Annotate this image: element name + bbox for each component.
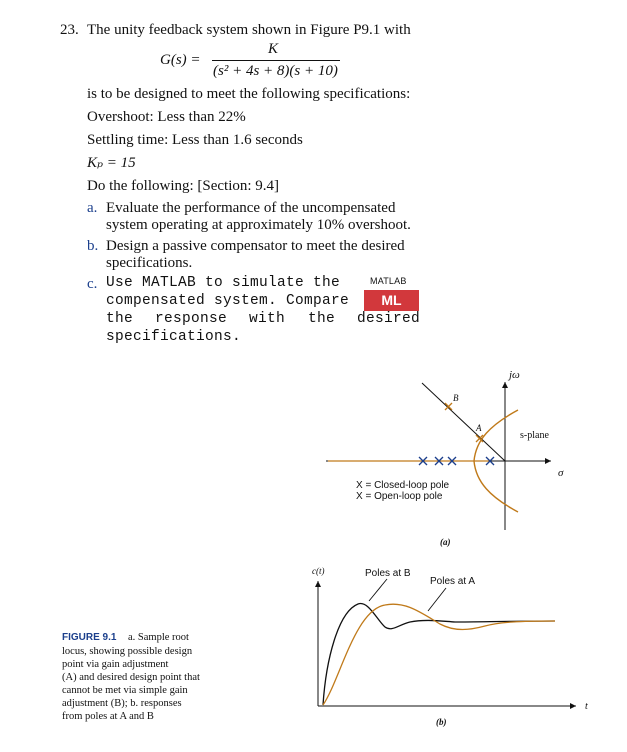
part-b-line2: specifications. (106, 255, 193, 271)
part-c-word: desired (357, 311, 421, 327)
part-c-word: the (308, 311, 336, 327)
point-b-label: B (453, 393, 459, 403)
caption-label: FIGURE 9.1 (62, 632, 117, 643)
part-c-word: the (106, 311, 134, 327)
design-line: is to be designed to meet the following specifications: (87, 86, 411, 102)
matlab-label: MATLAB (370, 276, 407, 286)
caption-line: point via gain adjustment (62, 659, 169, 670)
caption-line: a. Sample root (128, 632, 189, 643)
problem-number: 23. (60, 22, 79, 38)
part-b-letter: b. (87, 238, 99, 254)
part-a-line1: Evaluate the performance of the uncompensated (106, 200, 396, 216)
part-c-line2: compensated system. Compare (106, 293, 350, 309)
damping-line (422, 383, 505, 461)
pointer-poles-b (369, 579, 387, 601)
transfer-lhs: G(s) = (160, 52, 201, 68)
matlab-badge: ML (364, 290, 419, 311)
caption-line: from poles at A and B (62, 711, 154, 722)
sigma-label: σ (558, 467, 564, 479)
part-c-word: with (249, 311, 286, 327)
do-following: Do the following: [Section: 9.4] (87, 178, 280, 194)
caption-line: (A) and desired design point that (62, 672, 200, 683)
t-label: t (585, 701, 588, 712)
part-c-line4: specifications. (106, 329, 242, 345)
panel-a-label: (a) (440, 537, 451, 547)
spec-settling: Settling time: Less than 1.6 seconds (87, 132, 303, 148)
caption-line: locus, showing possible design (62, 646, 193, 657)
jw-label: jω (509, 369, 520, 381)
ct-label: c(t) (312, 566, 325, 576)
legend-closed-loop: X = Closed-loop pole (356, 480, 450, 491)
closed-loop-pole-b (445, 403, 452, 410)
poles-a-label: Poles at A (430, 576, 476, 587)
locus-branch-upper (474, 410, 518, 461)
point-a-label: A (476, 423, 482, 433)
response-poles-b (323, 603, 555, 705)
problem-intro: The unity feedback system shown in Figure P9.1 with (87, 22, 411, 38)
caption-line: adjustment (B); b. responses (62, 698, 182, 709)
part-c-word: response (155, 311, 228, 327)
part-c-letter: c. (87, 276, 98, 292)
part-a-letter: a. (87, 200, 98, 216)
splane-label: s-plane (520, 430, 549, 441)
legend-open-loop: X = Open-loop pole (356, 491, 443, 502)
spec-overshoot: Overshoot: Less than 22% (87, 109, 246, 125)
caption-line: cannot be met via simple gain (62, 685, 188, 696)
transfer-numerator: K (268, 41, 279, 57)
poles-b-label: Poles at B (365, 568, 411, 579)
part-c-line1: Use MATLAB to simulate the (106, 275, 341, 291)
pointer-poles-a (428, 588, 446, 611)
locus-branch-lower (474, 461, 518, 512)
transfer-denominator: (s² + 4s + 8)(s + 10) (213, 63, 338, 79)
part-b-line1: Design a passive compensator to meet the desired (106, 238, 405, 254)
spec-kp: Kₚ = 15 (87, 155, 136, 171)
part-a-line2: system operating at approximately 10% overshoot. (106, 217, 411, 233)
response-poles-a (323, 604, 555, 705)
panel-b-label: (b) (436, 717, 447, 727)
